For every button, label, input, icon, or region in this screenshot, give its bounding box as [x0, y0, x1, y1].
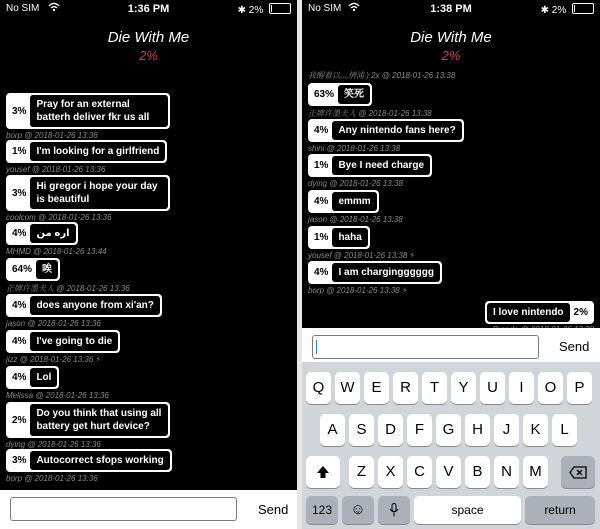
list-item: [6, 258, 130, 294]
message-meta: Melissa @ 2018-01-26 13:36: [6, 391, 109, 400]
key-a[interactable]: A: [320, 414, 345, 446]
message-meta: shini @ 2018-01-26 13:38: [308, 144, 401, 153]
message-battery: 4%: [8, 296, 30, 315]
message-bubble[interactable]: [308, 226, 370, 249]
shift-key[interactable]: [306, 456, 340, 488]
key-g[interactable]: G: [436, 414, 461, 446]
list-item: [308, 261, 442, 295]
key-w[interactable]: W: [335, 372, 360, 404]
battery-status: [541, 3, 594, 16]
message-meta: yousef @ 2018-01-26 13:36: [6, 165, 106, 174]
message-meta: jizz @ 2018-01-26 13:36 ⚡: [6, 355, 102, 364]
message-bubble[interactable]: [308, 261, 442, 284]
message-text: haha: [332, 228, 367, 247]
list-item: [6, 222, 107, 256]
key-p[interactable]: P: [567, 372, 592, 404]
message-text: I am chargingggggg: [332, 263, 440, 282]
key-d[interactable]: D: [378, 414, 403, 446]
key-i[interactable]: I: [509, 372, 534, 404]
message-battery: 4%: [8, 332, 30, 351]
key-t[interactable]: T: [422, 372, 447, 404]
bluetooth-icon: ✱: [237, 5, 246, 16]
emoji-icon: ☺: [350, 501, 366, 518]
key-j[interactable]: J: [494, 414, 519, 446]
message-battery: 1%: [310, 228, 332, 247]
message-text: Hi gregor i hope your day is beautiful: [30, 177, 168, 209]
message-bubble[interactable]: [6, 140, 167, 163]
message-text: I've going to die: [30, 332, 118, 351]
status-bar: [0, 0, 297, 18]
key-v[interactable]: V: [436, 456, 461, 488]
space-key[interactable]: space: [414, 496, 521, 524]
message-meta: 正牌许墨夫人 @ 2018-01-26 13:36: [6, 284, 130, 293]
compose-bar: [302, 328, 600, 362]
message-bubble[interactable]: [6, 366, 59, 389]
carrier-label: No SIM: [308, 3, 342, 14]
message-bubble[interactable]: [6, 330, 120, 353]
message-text: 笑死: [338, 85, 370, 104]
key-c[interactable]: C: [407, 456, 432, 488]
battery-icon: [572, 3, 594, 14]
key-s[interactable]: S: [349, 414, 374, 446]
message-battery: 4%: [310, 263, 332, 282]
message-bubble[interactable]: [6, 258, 60, 281]
message-meta: coolcom @ 2018-01-26 13:36: [6, 213, 112, 222]
numbers-key[interactable]: 123: [306, 496, 338, 524]
message-meta: yousef @ 2018-01-26 13:38 ⚡: [308, 251, 416, 260]
battery-percent: 2%: [248, 5, 264, 16]
message-battery: 3%: [8, 177, 30, 209]
list-item: [6, 449, 172, 483]
left-screen: [0, 0, 297, 529]
shift-icon: [316, 465, 330, 479]
message-text: Lol: [30, 368, 57, 387]
message-meta: borp @ 2018-01-26 13:36: [6, 131, 98, 140]
key-r[interactable]: R: [393, 372, 418, 404]
message-meta: jason @ 2018-01-26 13:38: [308, 215, 403, 224]
message-battery: 1%: [310, 156, 332, 175]
message-bubble[interactable]: [6, 93, 170, 129]
key-o[interactable]: O: [538, 372, 563, 404]
right-screen: [302, 0, 600, 529]
message-input[interactable]: [10, 497, 237, 521]
list-item: [6, 93, 170, 140]
key-e[interactable]: E: [364, 372, 389, 404]
key-h[interactable]: H: [465, 414, 490, 446]
message-bubble[interactable]: [6, 175, 170, 211]
message-battery: 4%: [310, 192, 332, 211]
message-bubble[interactable]: [485, 301, 594, 324]
keyboard: [302, 362, 600, 529]
list-item: [6, 175, 170, 222]
message-text: Autocorrect sfops working: [30, 451, 169, 470]
key-u[interactable]: U: [480, 372, 505, 404]
message-text: Do you think that using all battery get hurt device?: [30, 404, 168, 436]
battery-percent: 2%: [551, 5, 567, 16]
status-bar: [302, 0, 600, 18]
message-meta: MHMD @ 2018-01-26 13:44: [6, 247, 107, 256]
message-text: I love nintendo: [487, 303, 570, 322]
list-item: [308, 83, 432, 119]
list-item: [308, 190, 403, 224]
key-m[interactable]: M: [523, 456, 548, 488]
message-input[interactable]: [312, 335, 539, 359]
emoji-key[interactable]: [342, 496, 374, 524]
status-time: 1:38 PM: [430, 3, 472, 15]
key-k[interactable]: K: [523, 414, 548, 446]
list-item: [6, 140, 167, 174]
message-bubble[interactable]: [6, 222, 78, 245]
text-cursor: [316, 340, 317, 354]
key-b[interactable]: B: [465, 456, 490, 488]
key-y[interactable]: Y: [451, 372, 476, 404]
message-battery: 2%: [570, 303, 592, 322]
message-meta: borp @ 2018-01-26 13:38 ⚡: [308, 286, 408, 295]
message-battery: 4%: [8, 368, 30, 387]
message-bubble[interactable]: [6, 402, 170, 438]
key-z[interactable]: Z: [349, 456, 374, 488]
message-bubble[interactable]: [308, 190, 379, 213]
message-battery: 1%: [8, 142, 30, 161]
message-text: Any nintendo fans here?: [332, 121, 461, 140]
key-l[interactable]: L: [552, 414, 577, 446]
message-meta: 我醒着以灬情浦 ) 2x @ 2018-01-26 13:38: [308, 71, 456, 80]
message-meta: dying @ 2018-01-26 13:38: [308, 179, 403, 188]
message-text: does anyone from xi'an?: [30, 296, 159, 315]
send-button[interactable]: Send: [559, 339, 590, 354]
compose-bar: [0, 490, 297, 529]
backspace-key[interactable]: [561, 456, 595, 488]
battery-status: [238, 3, 291, 16]
message-bubble[interactable]: [308, 119, 464, 142]
message-battery: 63%: [310, 85, 338, 104]
message-text: Pray for an external batterh deliver fkr us all: [30, 95, 168, 127]
message-text: emmm: [332, 192, 376, 211]
message-bubble[interactable]: [6, 294, 162, 317]
message-text: 唉: [36, 260, 58, 279]
message-battery: 4%: [310, 121, 332, 140]
app-title: Die With Me: [107, 29, 190, 46]
send-button[interactable]: Send: [258, 502, 289, 517]
list-item: [6, 294, 162, 328]
dictation-key[interactable]: [378, 496, 410, 524]
message-meta: 正牌许墨夫人 @ 2018-01-26 13:38: [308, 109, 432, 118]
key-n[interactable]: N: [494, 456, 519, 488]
list-item: [308, 226, 415, 260]
message-battery: 3%: [8, 95, 30, 127]
list-item: [6, 366, 109, 400]
backspace-icon: [569, 466, 587, 479]
message-meta: jason @ 2018-01-26 13:36: [6, 319, 101, 328]
status-time: 1:36 PM: [127, 3, 170, 15]
battery-level-title: 2%: [441, 48, 461, 63]
bluetooth-icon: ✱: [540, 5, 549, 16]
carrier-label: No SIM: [6, 3, 40, 14]
message-meta: borp @ 2018-01-26 13:36: [6, 474, 98, 483]
app-title: Die With Me: [410, 29, 492, 46]
message-battery: 2%: [8, 404, 30, 436]
list-item: [6, 402, 170, 449]
message-bubble[interactable]: [6, 449, 172, 472]
battery-icon: [269, 3, 291, 14]
message-battery: 4%: [8, 224, 30, 243]
message-battery: 64%: [8, 260, 36, 279]
list-item: [6, 330, 120, 364]
message-battery: 3%: [8, 451, 30, 470]
list-item: [308, 119, 464, 153]
message-text: I'm looking for a girlfriend: [30, 142, 165, 161]
key-f[interactable]: F: [407, 414, 432, 446]
key-x[interactable]: X: [378, 456, 403, 488]
message-text: Bye I need charge: [332, 156, 430, 175]
return-key[interactable]: return: [525, 496, 595, 524]
microphone-icon: [389, 503, 399, 517]
message-bubble[interactable]: [308, 154, 432, 177]
key-q[interactable]: Q: [306, 372, 331, 404]
message-text: اره من: [30, 224, 75, 243]
message-meta: dying @ 2018-01-26 13:36: [6, 440, 101, 449]
message-bubble[interactable]: [308, 83, 372, 106]
battery-level-title: 2%: [139, 48, 158, 63]
list-item: [308, 154, 432, 188]
